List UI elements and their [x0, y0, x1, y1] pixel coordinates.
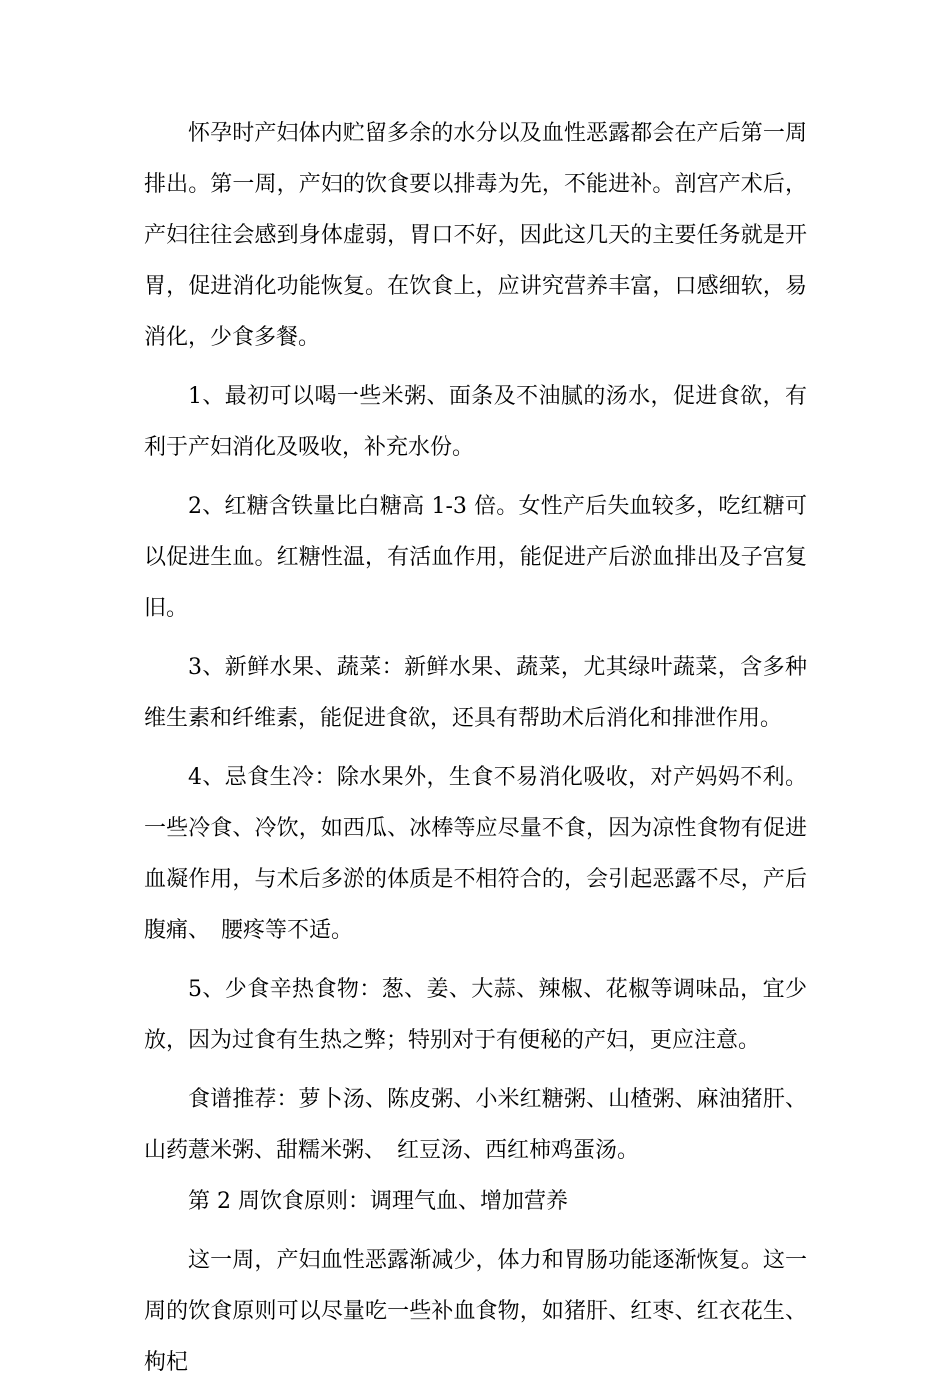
paragraph-item-1: 1、最初可以喝一些米粥、面条及不油腻的汤水，促进食欲，有利于产妇消化及吸收，补充水份。	[144, 384, 807, 460]
paragraph-intro: 怀孕时产妇体内贮留多余的水分以及血性恶露都会在产后第一周排出。第一周，产妇的饮食要以排毒为先，不能进补。剖宫产术后，产妇往往会感到身体虚弱，胃口不好，因此这几天的主要任务就是开胃，促进消化功能恢复。在饮食上，应讲究营养丰富，口感细软，易消化，少食多餐。	[144, 121, 807, 350]
paragraph-item-3: 3、新鲜水果、蔬菜：新鲜水果、蔬菜，尤其绿叶蔬菜，含多种维生素和纤维素，能促进食欲，还具有帮助术后消化和排泄作用。	[144, 655, 807, 731]
document-body	[144, 108, 807, 1388]
paragraph-item-4: 4、忌食生冷：除水果外，生食不易消化吸收，对产妈妈不利。一些冷食、冷饮，如西瓜、冰棒等应尽量不食，因为凉性食物有促进血凝作用，与术后多淤的体质是不相符合的，会引起恶露不尽，产后腹痛、 腰疼等不适。	[144, 765, 807, 943]
paragraph-item-2: 2、红糖含铁量比白糖高 1-3 倍。女性产后失血较多，吃红糖可以促进生血。红糖性温，有活血作用，能促进产后淤血排出及子宫复旧。	[144, 494, 807, 621]
section-heading-week-2: 第 2 周饮食原则：调理气血、增加营养	[188, 1189, 568, 1214]
paragraph-week-2: 这一周，产妇血性恶露渐减少，体力和胃肠功能逐渐恢复。这一周的饮食原则可以尽量吃一些补血食物，如猪肝、红枣、红衣花生、枸杞	[144, 1248, 807, 1375]
paragraph-item-5: 5、少食辛热食物：葱、姜、大蒜、辣椒、花椒等调味品，宜少放，因为过食有生热之弊；特别对于有便秘的产妇，更应注意。	[144, 977, 807, 1053]
paragraph-recipes: 食谱推荐：萝卜汤、陈皮粥、小米红糖粥、山楂粥、麻油猪肝、山药薏米粥、甜糯米粥、 红豆汤、西红柿鸡蛋汤。	[144, 1087, 807, 1163]
